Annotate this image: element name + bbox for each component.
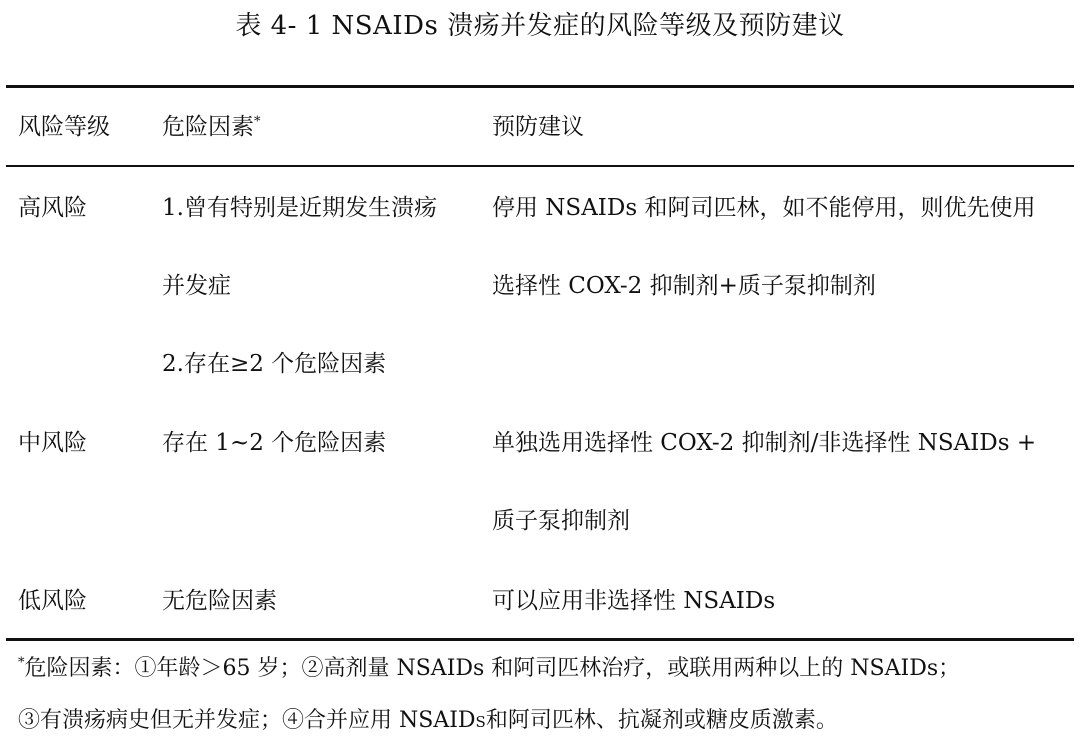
header-footnote-mark: * bbox=[254, 114, 261, 130]
footnote-line-2-small-s: S bbox=[475, 713, 486, 731]
footnote-line-2 bbox=[18, 705, 838, 738]
row-medium-advice-line-1: 单独选用选择性 COX-2 抑制剂/非选择性 NSAIDs + bbox=[492, 430, 1037, 456]
footnote-line-2-part-b: 和阿司匹林、抗凝剂或糖皮质激素。 bbox=[485, 708, 838, 733]
row-high-advice-line-2: 选择性 COX-2 抑制剂+质子泵抑制剂 bbox=[492, 273, 876, 299]
header-divider bbox=[6, 165, 1074, 167]
table-bottom-rule bbox=[6, 638, 1074, 641]
row-medium-factor-line-1: 存在 1~2 个危险因素 bbox=[162, 430, 387, 456]
table-top-rule bbox=[6, 85, 1074, 88]
row-low-level: 低风险 bbox=[18, 588, 87, 614]
row-high-factor-line-1: 1.曾有特别是近期发生溃疡 bbox=[162, 195, 437, 221]
header-risk-level: 风险等级 bbox=[18, 114, 110, 140]
footnote-line-2-part-a: ③有溃疡病史但无并发症；④合并应用 NSAID bbox=[18, 708, 476, 733]
footnote-line-1-text: 危险因素：①年龄＞65 岁；②高剂量 NSAIDs 和阿司匹林治疗，或联用两种以上的 NSAIDs； bbox=[24, 656, 961, 681]
row-high-factor-line-3: 2.存在≥2 个危险因素 bbox=[162, 351, 387, 377]
header-risk-factors bbox=[162, 111, 261, 143]
row-medium-advice-line-2: 质子泵抑制剂 bbox=[492, 508, 630, 534]
row-high-advice-line-1: 停用 NSAIDs 和阿司匹林，如不能停用，则优先使用 bbox=[492, 195, 1036, 221]
row-low-factor-line-1: 无危险因素 bbox=[162, 588, 277, 614]
row-high-factor-line-2: 并发症 bbox=[162, 273, 231, 299]
header-prevention-advice: 预防建议 bbox=[492, 114, 584, 140]
header-risk-factors-label: 危险因素 bbox=[162, 114, 254, 140]
row-medium-level: 中风险 bbox=[18, 430, 87, 456]
footnote-line-1 bbox=[18, 653, 960, 685]
row-low-advice-line-1: 可以应用非选择性 NSAIDs bbox=[492, 588, 776, 614]
table-caption: 表 4- 1 NSAIDs 溃疡并发症的风险等级及预防建议 bbox=[235, 11, 845, 41]
row-high-level: 高风险 bbox=[18, 195, 87, 221]
footnote-mark: * bbox=[18, 655, 25, 671]
